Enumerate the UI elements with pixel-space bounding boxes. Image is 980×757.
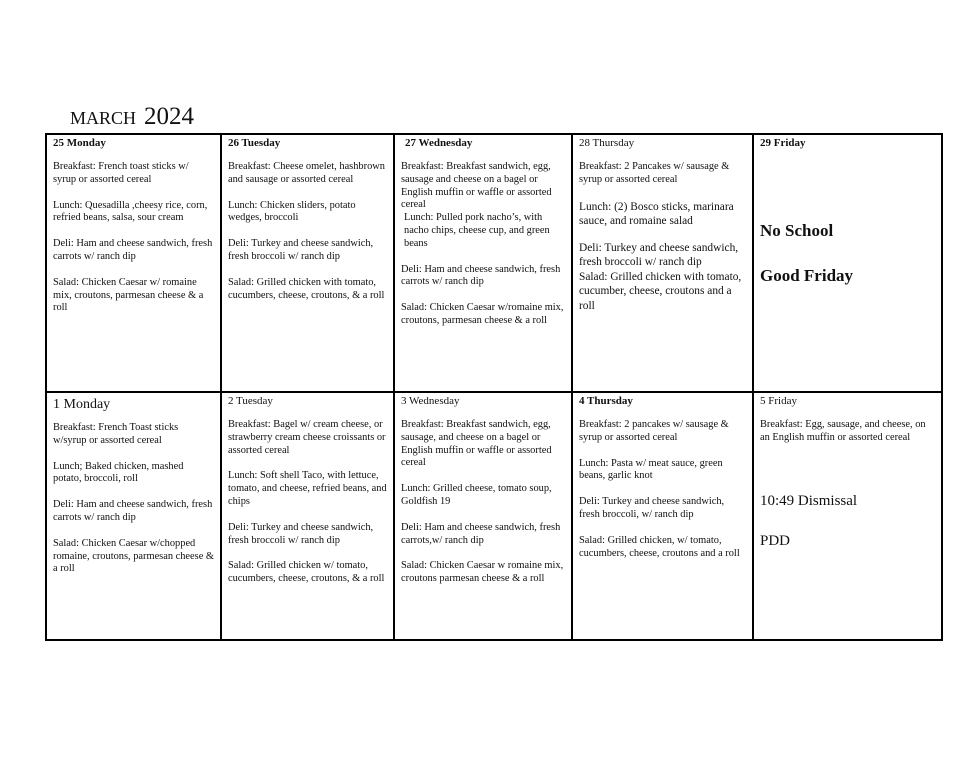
salad-item: Salad: Grilled chicken w/ tomato, cucumbers, cheese, croutons, & a roll: [228, 560, 385, 585]
day-heading: 3 Wednesday: [401, 395, 460, 407]
breakfast-item: Breakfast: French Toast sticks w/syrup or assorted cereal: [53, 422, 179, 446]
title-year: 2024: [144, 103, 195, 130]
day-heading: 4 Thursday: [579, 395, 633, 407]
menu-calendar: [45, 133, 943, 641]
deli-item: Deli: Turkey and cheese sandwich, fresh broccoli w/ ranch dip: [579, 241, 739, 269]
day-heading: 1 Monday: [53, 397, 111, 412]
breakfast-item: Breakfast: 2 Pancakes w/ sausage & syrup or assorted cereal: [579, 161, 730, 185]
day-cell: [221, 134, 394, 392]
lunch-item: Lunch: Quesadilla ,cheesy rice, corn, refried beans, salsa, sour cream: [53, 199, 208, 224]
day-cell: [46, 134, 221, 392]
day-cell: [46, 392, 221, 640]
deli-item: Deli: Turkey and cheese sandwich, fresh broccoli, w/ ranch dip: [579, 496, 725, 520]
dismissal-notice: 10:49 Dismissal: [760, 492, 858, 509]
no-school-notice: No School: [760, 221, 834, 240]
lunch-item: Lunch: Pulled pork nacho’s, with nacho chips, cheese cup, and green beans: [404, 212, 550, 249]
lunch-item: Lunch: Grilled cheese, tomato soup, Goldfish 19: [401, 483, 552, 507]
deli-item: Deli: Turkey and cheese sandwich, fresh broccoli w/ ranch dip: [228, 521, 374, 546]
lunch-item: Lunch: Chicken sliders, potato wedges, broccoli: [228, 199, 356, 224]
deli-item: Deli: Ham and cheese sandwich, fresh carrots w/ ranch dip: [401, 263, 561, 288]
day-cell: [753, 392, 942, 640]
salad-item: Salad: Chicken Caesar w/romaine mix, croutons, parmesan cheese & a roll: [401, 302, 564, 326]
day-heading: 5 Friday: [760, 395, 797, 407]
salad-item: Salad: Grilled chicken, w/ tomato, cucumbers, cheese, croutons and a roll: [579, 534, 740, 559]
day-heading: 25 Monday: [53, 137, 106, 149]
deli-item: Deli: Ham and cheese sandwich, fresh carrots w/ ranch dip: [53, 499, 213, 523]
pdd-notice: PDD: [760, 532, 791, 549]
breakfast-item: Breakfast: Cheese omelet, hashbrown and sausage or assorted cereal: [228, 161, 385, 185]
salad-item: Salad: Chicken Caesar w romaine mix, croutons parmesan cheese & a roll: [401, 560, 564, 585]
deli-item: Deli: Ham and cheese sandwich, fresh carrots,w/ ranch dip: [401, 521, 561, 546]
holiday-notice: Good Friday: [760, 266, 854, 285]
day-cell: [572, 134, 753, 392]
week-row: [46, 392, 942, 640]
day-heading: [579, 136, 746, 150]
breakfast-item: Breakfast: Breakfast sandwich, egg, sausage, and cheese on a bagel or English muffin or waffle or assorted cereal: [401, 419, 552, 469]
lunch-item: Lunch: Pasta w/ meat sauce, green beans, garlic knot: [579, 457, 723, 482]
calendar-title: [70, 104, 194, 129]
day-heading: 29 Friday: [760, 137, 806, 149]
salad-item: Salad: Chicken Caesar w/ romaine mix, croutons, parmesan cheese & a roll: [53, 276, 204, 314]
lunch-item: Lunch: Soft shell Taco, with lettuce, tomato, and cheese, refried beans, and chips: [228, 470, 387, 507]
breakfast-item: Breakfast: 2 pancakes w/ sausage & syrup or assorted cereal: [579, 419, 729, 443]
week-row: [46, 134, 942, 392]
deli-item: Deli: Turkey and cheese sandwich, fresh broccoli w/ ranch dip: [228, 238, 374, 262]
day-heading: 2 Tuesday: [228, 395, 273, 407]
salad-item: Salad: Grilled chicken with tomato, cucumbers, cheese, croutons, & a roll: [228, 276, 385, 301]
day-cell: [394, 392, 572, 640]
lunch-item: Lunch; Baked chicken, mashed potato, broccoli, roll: [53, 460, 184, 485]
day-heading-text: 28 Thursday: [579, 137, 635, 149]
day-cell: [572, 392, 753, 640]
breakfast-item: Breakfast: Bagel w/ cream cheese, or strawberry cream cheese croissants or assorted cereal: [228, 419, 386, 456]
day-cell: [394, 134, 572, 392]
deli-item: Deli: Ham and cheese sandwich, fresh carrots w/ ranch dip: [53, 238, 213, 262]
salad-item: Salad: Chicken Caesar w/chopped romaine, croutons, parmesan cheese & a roll: [53, 537, 214, 575]
lunch-item: Lunch: (2) Bosco sticks, marinara sauce, and romaine salad: [579, 200, 734, 228]
breakfast-item: Breakfast: Egg, sausage, and cheese, on an English muffin or assorted cereal: [760, 419, 926, 443]
title-month: MARCH: [70, 108, 137, 128]
day-cell: [221, 392, 394, 640]
breakfast-item: Breakfast: French toast sticks w/ syrup or assorted cereal: [53, 161, 189, 185]
salad-item: Salad: Grilled chicken with tomato, cucumber, cheese, croutons and a roll: [579, 270, 742, 312]
breakfast-item: Breakfast: Breakfast sandwich, egg, sausage and cheese on a bagel or English muffin or waffle or assorted cereal: [401, 161, 552, 211]
day-heading: 27 Wednesday: [405, 137, 473, 149]
day-cell: [753, 134, 942, 392]
day-heading: 26 Tuesday: [228, 137, 281, 149]
